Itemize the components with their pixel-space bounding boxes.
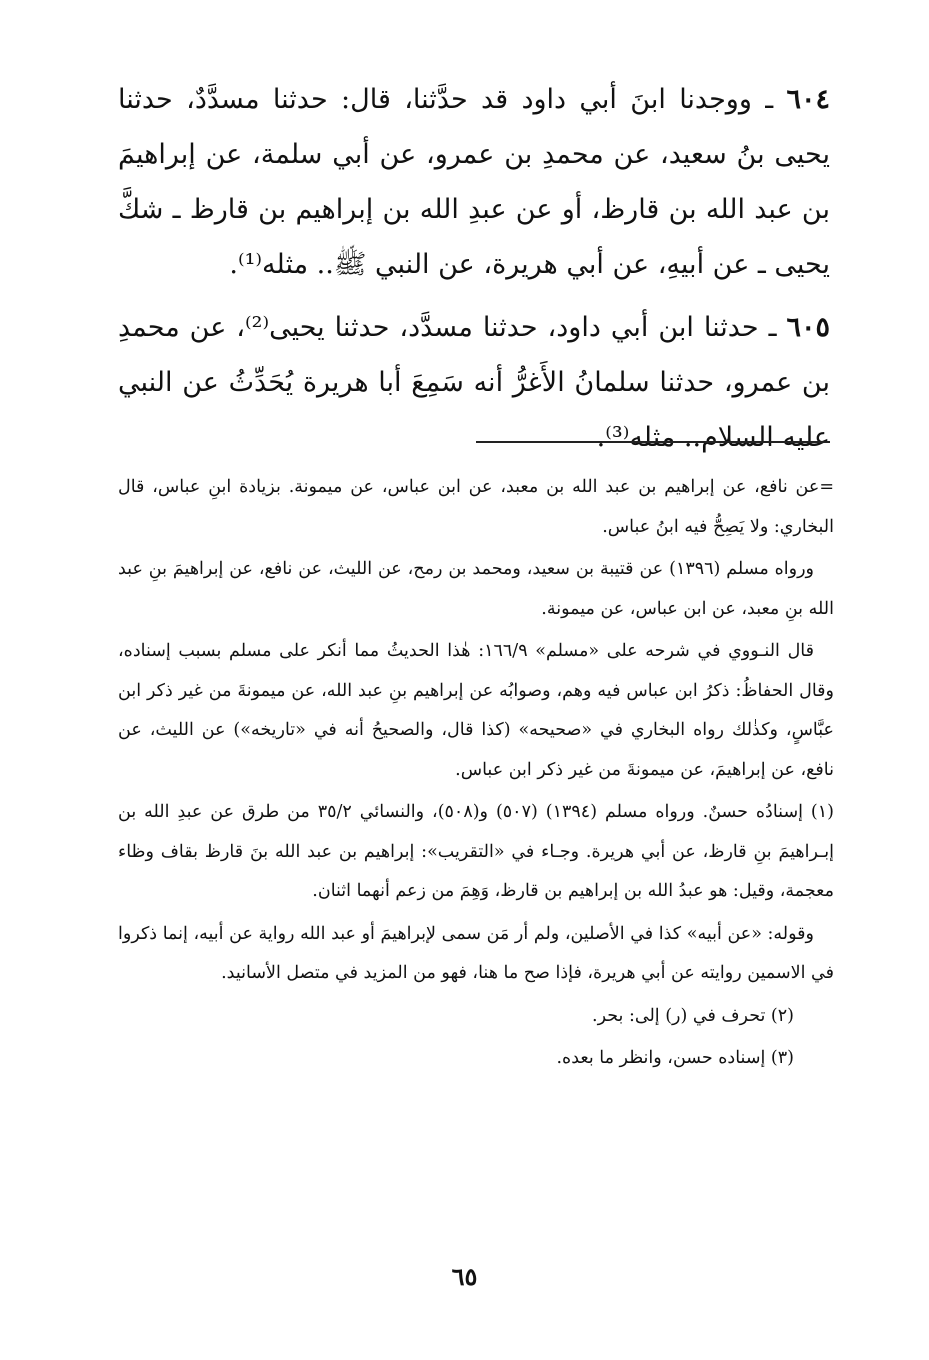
footnote-divider — [476, 441, 830, 443]
footnote-continuation: قال النـووي في شرحه على «مسلم» ١٦٦/٩: هٰذا الحديثُ مما أنكر على مسلم بسبب إسناده، وقال الحفاظُ: ذكرُ ابن عباس فيه وهم، وصوابُه عن إبراهيم بنِ عبد الله، عن ميمونةَ من غير ذكر ابن عبَّاسٍ، وكذٰلك رواه البخاري في «صحيحه» (كذا قال، والصحيحُ أنه في «تاريخه») عن الليث، عن نافع، عن إبراهيمَ، عن ميمونةَ من غير ذكر ابن عباس. — [118, 641, 834, 780]
footnote-continuation: ورواه مسلم (١٣٩٦) عن قتيبة بن سعيد، ومحمد بن رمح، عن الليث، عن نافع، عن إبراهيمَ بنِ عبد الله بنِ معبد، عن ابن عباس، عن ميمونة. — [118, 559, 834, 619]
page-number: ٦٥ — [451, 1262, 478, 1291]
footnote-continuation: =عن نافع، عن إبراهيم بن عبد الله بن معبد، عن ابن عباس، عن ميمونة. بزيادة ابنِ عباس، قال البخاري: ولا يَصِحُّ فيه ابنُ عباس. — [118, 477, 834, 537]
footnotes — [118, 468, 834, 1082]
footnote-1: (١) إسنادُه حسنٌ. ورواه مسلم (١٣٩٤) (٥٠٧) و(٥٠٨)، والنسائي ٣٥/٢ من طرق عن عبدِ الله بن إبـراهيمَ بنِ قارظ، عن أبي هريرة. وجـاء في «التقريب»: إبراهيم بن عبد الله بنَ قارظ بقاف وظاء معجمة، وقيل: هو عبدُ الله بن إبراهيم بن قارظ، وَهِمَ من زعم أنهما اثنان. — [118, 802, 834, 901]
hadith-number: ٦٠٤ — [786, 84, 830, 115]
footnote-1-continued: وقوله: «عن أبيه» كذا في الأصلين، ولم أر مَن سمى لإبراهيمَ أو عبد الله رواية عن أبيه، إنما ذكروا في الاسمين روايته عن أبي هريرة، فإذا صح ما هنا، فهو من المزيد في متصل الأسانيد. — [118, 923, 834, 983]
hadith-604 — [118, 72, 830, 292]
hadith-text: ـ ووجدنا ابنَ أبي داود قد حدَّثنا، قال: حدثنا مسدَّدٌ، حدثنا يحيى بنُ سعيد، عن محمدِ بن عمرو، عن أبي سلمة، عن إبراهيمَ بن عبد الله بن قارظ، أو عن عبدِ الله بن إبراهيم بن قارظ ـ شكَّ يحيى ـ عن أبيهِ، عن أبي هريرة، عن النبي ﷺ.. مثله⁽¹⁾. — [118, 84, 830, 280]
hadith-number: ٦٠٥ — [786, 312, 830, 343]
main-text — [118, 72, 830, 473]
hadith-text: ـ حدثنا ابن أبي داود، حدثنا مسدَّد، حدثنا يحيى⁽²⁾، عن محمدِ بن عمرو، حدثنا سلمانُ الأَغرُّ أنه سَمِعَ أبا هريرة يُحَدِّثُ عن النبي عليه السلام.. مثله⁽³⁾. — [118, 312, 830, 453]
footnote-3: (٣) إسناده حسن، وانظر ما بعده. — [556, 1048, 794, 1068]
footnote-2: (٢) تحرف في (ر) إلى: بحر. — [592, 1005, 794, 1026]
